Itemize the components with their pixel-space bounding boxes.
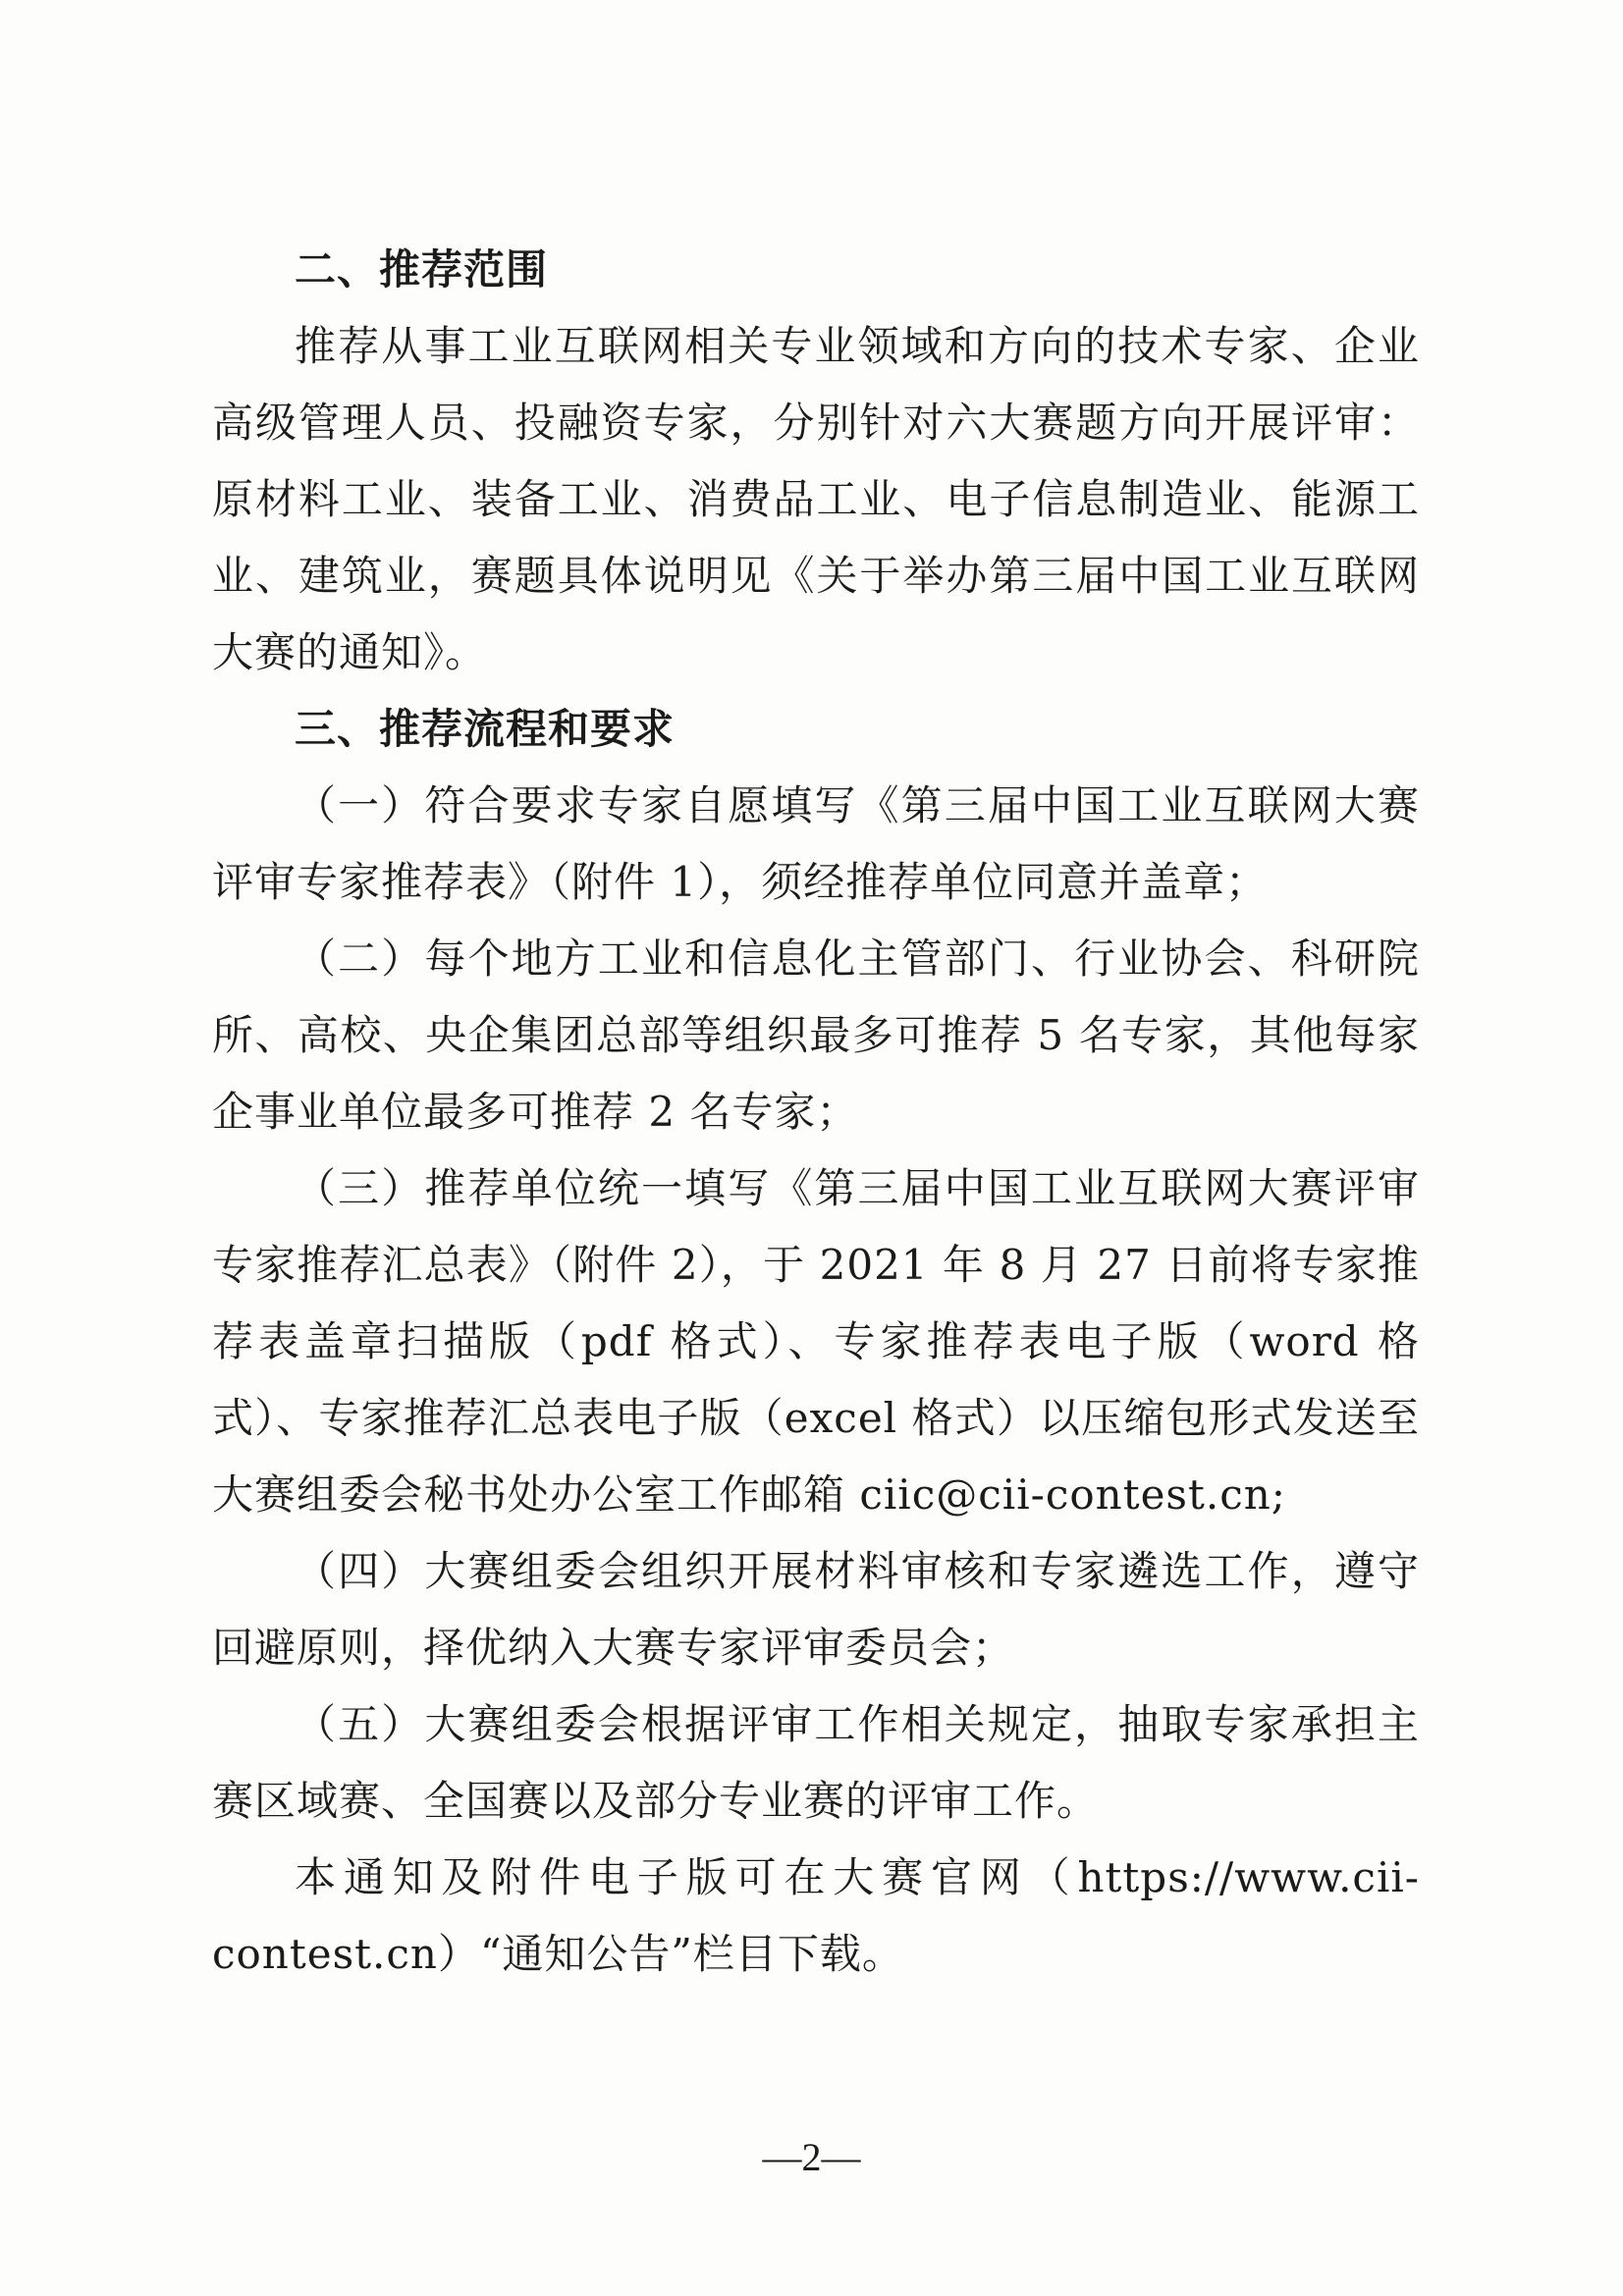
list-item-process-5: （五）大赛组委会根据评审工作相关规定，抽取专家承担主赛区域赛、全国赛以及部分专业赛的评审工作。 [212,1700,1420,1825]
list-item-process-4: （四）大赛组委会组织开展材料审核和专家遴选工作，遵守回避原则，择优纳入大赛专家评审委员会； [212,1547,1420,1672]
closing-paragraph: 本通知及附件电子版可在大赛官网（https://www.cii-contest.cn）“通知公告”栏目下载。 [212,1853,1420,1978]
list-item-process-3: （三）推荐单位统一填写《第三届中国工业互联网大赛评审专家推荐汇总表》（附件 2），于 2021 年 8 月 27 日前将专家推荐表盖章扫描版（pdf 格式）、专家推荐表电子版（word 格式）、专家推荐汇总表电子版（excel 格式）以压缩包形式发送至大赛组委会秘书处办公室工作邮箱 ciic@cii-contest.cn; [212,1164,1420,1519]
paragraph-scope: 推荐从事工业互联网相关专业领域和方向的技术专家、企业高级管理人员、投融资专家，分别针对六大赛题方向开展评审：原材料工业、装备工业、消费品工业、电子信息制造业、能源工业、建筑业，赛题具体说明见《关于举办第三届中国工业互联网大赛的通知》。 [212,322,1420,676]
list-item-process-1: （一）符合要求专家自愿填写《第三届中国工业互联网大赛评审专家推荐表》（附件 1），须经推荐单位同意并盖章； [212,781,1420,906]
section-heading-scope: 二、推荐范围 [295,245,549,294]
section-heading-process: 三、推荐流程和要求 [295,705,676,753]
list-item-process-2: （二）每个地方工业和信息化主管部门、行业协会、科研院所、高校、央企集团总部等组织最多可推荐 5 名专家，其他每家企事业单位最多可推荐 2 名专家； [212,934,1420,1136]
page-number: —2— [762,2135,861,2179]
